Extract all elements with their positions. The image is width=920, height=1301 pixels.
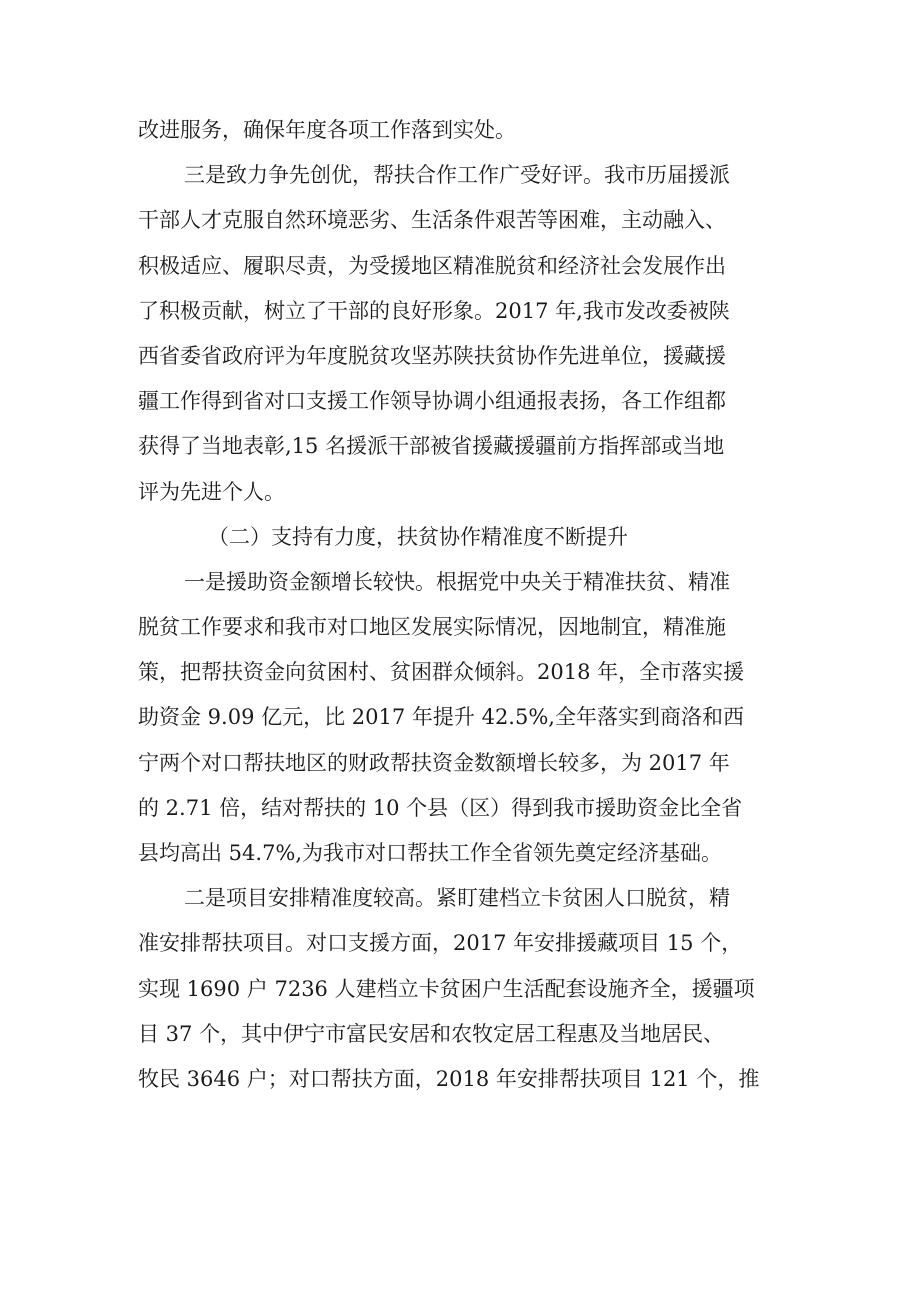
text-line-2: 三是致力争先创优，帮扶合作工作广受好评。我市历届援派 bbox=[184, 163, 730, 188]
text-line-19: 准安排帮扶项目。对口支援方面，2017 年安排援藏项目 15 个， bbox=[138, 931, 743, 956]
text-line-4: 积极适应、履职尽责，为受援地区精准脱贫和经济社会发展作出 bbox=[138, 253, 726, 278]
text-line-9: 评为先进个人。 bbox=[138, 479, 285, 504]
text-line-8: 获得了当地表彰,15 名援派干部被省援藏援疆前方指挥部或当地 bbox=[138, 434, 725, 459]
text-line-18: 二是项目安排精准度较高。紧盯建档立卡贫困人口脱贫，精 bbox=[184, 886, 730, 911]
section-heading: （二）支持有力度，扶贫协作精准度不断提升 bbox=[208, 524, 628, 549]
text-line-7: 疆工作得到省对口支援工作领导协调小组通报表扬，各工作组都 bbox=[138, 389, 726, 414]
document-body bbox=[138, 108, 798, 1102]
text-line-14: 助资金 9.09 亿元，比 2017 年提升 42.5%,全年落实到商洛和西 bbox=[138, 705, 744, 730]
text-line-5: 了积极贡献，树立了干部的良好形象。2017 年,我市发改委被陕 bbox=[138, 298, 730, 323]
text-line-6: 西省委省政府评为年度脱贫攻坚苏陕扶贫协作先进单位，援藏援 bbox=[138, 343, 726, 368]
text-line-21: 目 37 个，其中伊宁市富民安居和农牧定居工程惠及当地居民、 bbox=[138, 1021, 725, 1046]
text-line-17: 县均高出 54.7%,为我市对口帮扶工作全省领先奠定经济基础。 bbox=[138, 841, 723, 865]
text-line-3: 干部人才克服自然环境恶劣、生活条件艰苦等困难，主动融入、 bbox=[138, 208, 726, 233]
text-line-22: 牧民 3646 户；对口帮扶方面，2018 年安排帮扶项目 121 个，推 bbox=[138, 1066, 760, 1091]
text-line-15: 宁两个对口帮扶地区的财政帮扶资金数额增长较多，为 2017 年 bbox=[138, 750, 730, 775]
text-line-16: 的 2.71 倍，结对帮扶的 10 个县（区）得到我市援助资金比全省 bbox=[138, 795, 743, 820]
text-line-11: 一是援助资金额增长较快。根据党中央关于精准扶贫、精准 bbox=[184, 569, 730, 594]
text-line-20: 实现 1690 户 7236 人建档立卡贫困户生活配套设施齐全，援疆项 bbox=[138, 976, 755, 1001]
text-line-1: 改进服务，确保年度各项工作落到实处。 bbox=[138, 118, 516, 142]
text-line-13: 策，把帮扶资金向贫困村、贫困群众倾斜。2018 年，全市落实援 bbox=[138, 660, 745, 685]
text-line-12: 脱贫工作要求和我市对口地区发展实际情况，因地制宜，精准施 bbox=[138, 615, 726, 640]
